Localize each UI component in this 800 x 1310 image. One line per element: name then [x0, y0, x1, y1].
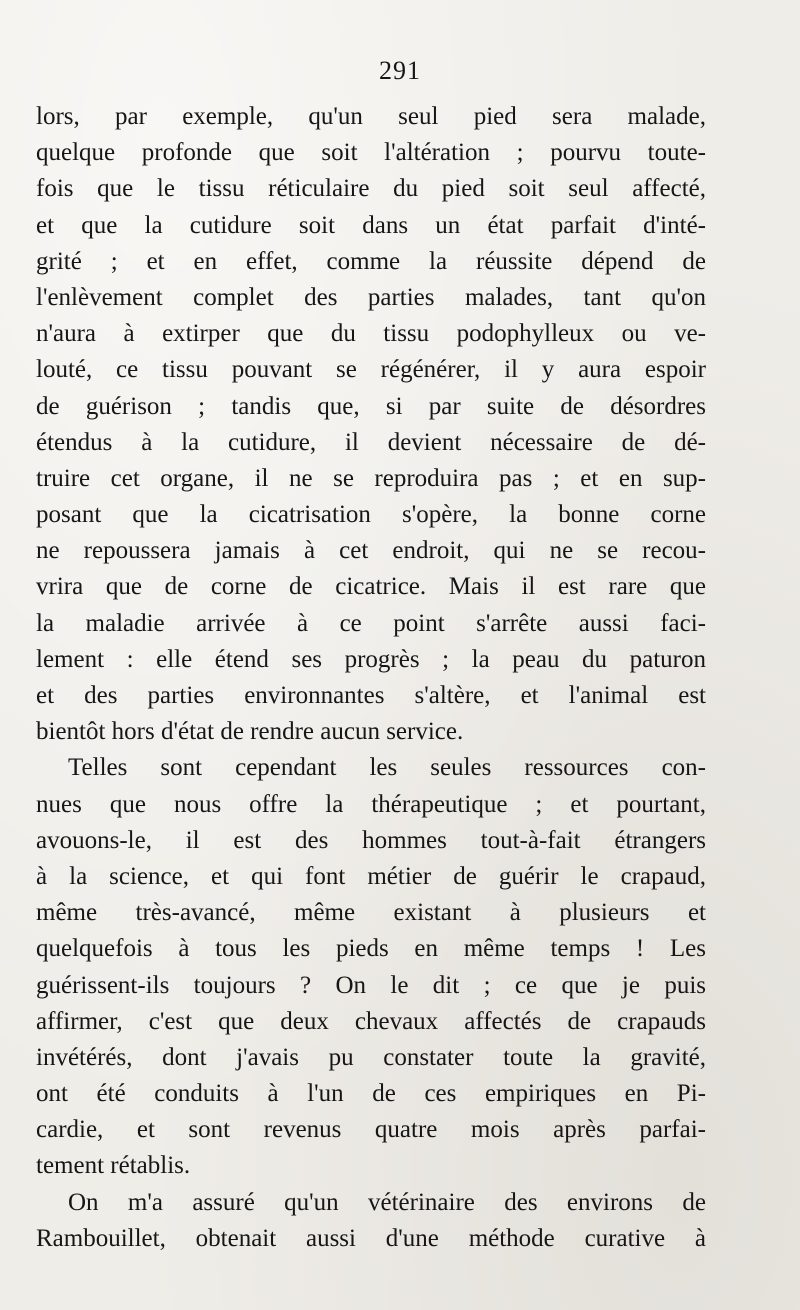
text-line: l'enlèvement complet des parties malades, tant qu'on [36, 283, 706, 311]
text-line: nues que nous offre la thérapeutique ; et pourtant, [36, 790, 706, 818]
text-line: grité ; et en effet, comme la réussite dépend de [36, 247, 706, 275]
text-line: avouons-le, il est des hommes tout-à-fait étrangers [36, 826, 706, 854]
text-line: et des parties environnantes s'altère, et l'animal est [36, 682, 706, 709]
text-line: ont été conduits à l'un de ces empiriques en Pi- [36, 1080, 706, 1108]
text-line: même très-avancé, même existant à plusieurs et [36, 899, 706, 927]
text-line: invétérés, dont j'avais pu constater toute la gravité, [36, 1043, 706, 1071]
text-line: à la science, et qui font métier de guérir le crapaud, [36, 862, 706, 890]
text-line: lement : elle étend ses progrès ; la peau du paturon [36, 645, 706, 673]
text-line: cardie, et sont revenus quatre mois après parfai- [36, 1116, 706, 1144]
paragraph-start-line: On m'a assuré qu'un vétérinaire des environs de [68, 1188, 706, 1216]
text-line: quelquefois à tous les pieds en même temps ! Les [36, 935, 706, 963]
text-line: fois que le tissu réticulaire du pied soit seul affecté, [36, 175, 706, 203]
text-line: de guérison ; tandis que, si par suite de désordres [36, 392, 706, 420]
text-line: la maladie arrivée à ce point s'arrête aussi faci- [36, 609, 706, 637]
text-line: étendus à la cutidure, il devient nécessaire de dé- [36, 428, 706, 456]
text-line: quelque profonde que soit l'altération ; pourvu toute- [36, 139, 706, 167]
page-number: 291 [379, 56, 421, 85]
text-line: Rambouillet, obtenait aussi d'une méthode curative à [36, 1224, 706, 1252]
text-line: affirmer, c'est que deux chevaux affectés de crapauds [36, 1007, 706, 1035]
text-line: ne repoussera jamais à cet endroit, qui ne se recou- [36, 537, 706, 565]
body-text [36, 99, 706, 1257]
text-line: posant que la cicatrisation s'opère, la bonne corne [36, 501, 706, 529]
text-line: vrira que de corne de cicatrice. Mais il est rare que [36, 573, 706, 601]
paragraph-start-line: Telles sont cependant les seules ressources con- [68, 754, 706, 782]
text-line: louté, ce tissu pouvant se régénérer, il y aura espoir [36, 356, 706, 384]
text-line: et que la cutidure soit dans un état parfait d'inté- [36, 211, 706, 239]
text-line: truire cet organe, il ne se reproduira pas ; et en sup- [36, 464, 706, 492]
text-line: tement rétablis. [36, 1152, 191, 1180]
text-line: guérissent-ils toujours ? On le dit ; ce que je puis [36, 971, 706, 999]
text-line: lors, par exemple, qu'un seul pied sera malade, [36, 103, 706, 130]
text-line: n'aura à extirper que du tissu podophylleux ou ve- [36, 320, 706, 348]
text-line: bientôt hors d'état de rendre aucun service. [36, 718, 464, 746]
